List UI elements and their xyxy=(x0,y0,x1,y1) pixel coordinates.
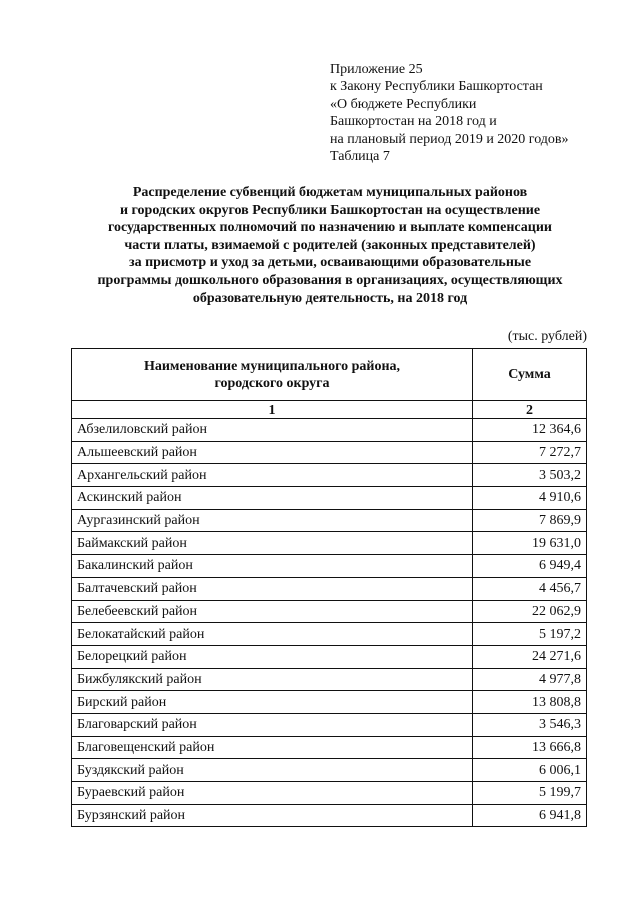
title-line: государственных полномочий по назначению и выплате компенсации xyxy=(107,220,552,236)
table-row xyxy=(72,713,587,736)
table-row xyxy=(72,464,587,487)
table-row xyxy=(72,441,587,464)
district-name: Благовещенский район xyxy=(72,736,473,759)
district-sum: 5 199,7 xyxy=(473,782,587,805)
table-row xyxy=(72,623,587,646)
district-name: Белорецкий район xyxy=(72,645,473,668)
district-sum: 3 546,3 xyxy=(473,713,587,736)
title-line: Распределение субвенций бюджетам муниципальных районов xyxy=(132,185,528,200)
district-name: Бакалинский район xyxy=(72,555,473,578)
district-sum: 6 941,8 xyxy=(473,804,587,827)
district-sum: 13 808,8 xyxy=(473,691,587,714)
column-header-name-line1: Наименование муниципального района, xyxy=(143,358,401,374)
district-name: Аскинский район xyxy=(72,487,473,510)
district-name: Аургазинский район xyxy=(72,509,473,532)
district-name: Абзелиловский район xyxy=(72,419,473,442)
district-sum: 6 949,4 xyxy=(473,555,587,578)
table-row xyxy=(72,645,587,668)
district-name: Бирский район xyxy=(72,691,473,714)
table-header-row xyxy=(72,349,587,401)
document-title xyxy=(60,184,600,307)
column-header-sum: Сумма xyxy=(473,349,587,401)
district-sum: 4 977,8 xyxy=(473,668,587,691)
title-line: программы дошкольного образования в организациях, осуществляющих xyxy=(97,272,563,288)
district-sum: 7 869,9 xyxy=(473,509,587,532)
district-sum: 6 006,1 xyxy=(473,759,587,782)
table-row xyxy=(72,804,587,827)
district-sum: 4 456,7 xyxy=(473,577,587,600)
district-name: Балтачевский район xyxy=(72,577,473,600)
district-sum: 22 062,9 xyxy=(473,600,587,623)
district-sum: 3 503,2 xyxy=(473,464,587,487)
district-sum: 12 364,6 xyxy=(473,419,587,442)
district-sum: 4 910,6 xyxy=(473,487,587,510)
table-row xyxy=(72,691,587,714)
district-name: Белокатайский район xyxy=(72,623,473,646)
district-name: Буздякский район xyxy=(72,759,473,782)
appendix-header xyxy=(330,61,569,165)
district-sum: 7 272,7 xyxy=(473,441,587,464)
district-sum: 5 197,2 xyxy=(473,623,587,646)
district-name: Бурзянский район xyxy=(72,804,473,827)
title-line: части платы, взимаемой с родителей (законных представителей) xyxy=(124,237,536,253)
district-sum: 19 631,0 xyxy=(473,532,587,555)
table-row xyxy=(72,509,587,532)
district-sum: 13 666,8 xyxy=(473,736,587,759)
district-name: Белебеевский район xyxy=(72,600,473,623)
column-number-2: 2 xyxy=(473,401,587,419)
district-name: Архангельский район xyxy=(72,464,473,487)
district-sum: 24 271,6 xyxy=(473,645,587,668)
table-row xyxy=(72,782,587,805)
appendix-line: Башкортостан на 2018 год и xyxy=(330,114,497,130)
table-row xyxy=(72,759,587,782)
column-header-name-line2: городского округа xyxy=(214,375,330,391)
subvention-table xyxy=(71,348,587,827)
table-row xyxy=(72,736,587,759)
table-row xyxy=(72,419,587,442)
unit-label: (тыс. рублей) xyxy=(507,329,587,344)
appendix-line: к Закону Республики Башкортостан xyxy=(330,79,543,95)
column-number-row xyxy=(72,401,587,419)
district-name: Благоварский район xyxy=(72,713,473,736)
appendix-line: на плановый период 2019 и 2020 годов» xyxy=(330,131,569,147)
district-name: Бураевский район xyxy=(72,782,473,805)
table-row xyxy=(72,532,587,555)
appendix-line: Приложение 25 xyxy=(330,62,423,77)
district-name: Альшеевский район xyxy=(72,441,473,464)
table-row xyxy=(72,487,587,510)
title-line: за присмотр и уход за детьми, осваивающими образовательные xyxy=(128,255,532,271)
column-header-name xyxy=(72,349,473,401)
table-row xyxy=(72,555,587,578)
appendix-line: «О бюджете Республики xyxy=(330,96,477,112)
table-row xyxy=(72,600,587,623)
district-name: Баймакский район xyxy=(72,532,473,555)
title-line: образовательную деятельность, на 2018 год xyxy=(192,290,468,306)
district-name: Бижбулякский район xyxy=(72,668,473,691)
table-row xyxy=(72,668,587,691)
table-number: Таблица 7 xyxy=(330,149,390,165)
column-number-1: 1 xyxy=(72,401,473,419)
table-row xyxy=(72,577,587,600)
title-line: и городских округов Республики Башкортостан на осуществление xyxy=(119,202,541,218)
